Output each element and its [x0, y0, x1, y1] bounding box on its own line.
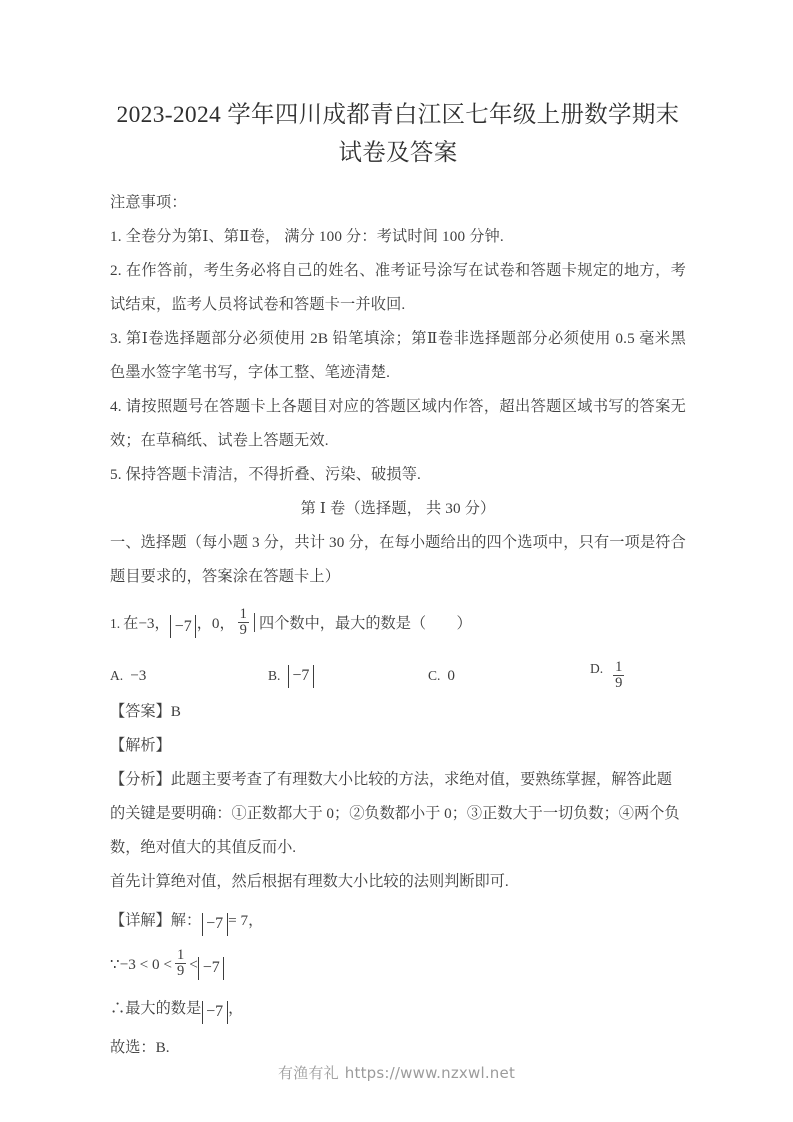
- question-stem-after: 四个数中，最大的数是（ ）: [259, 615, 472, 632]
- question-options: [110, 652, 686, 693]
- option-d-label: D.: [590, 661, 604, 676]
- option-d-numerator: 1: [615, 659, 623, 676]
- footer-brand: 有渔有礼: [277, 1064, 339, 1082]
- option-d-fraction: [613, 660, 624, 691]
- section-intro: 一、选择题（每小题 3 分，共计 30 分，在每小题给出的四个选项中，只有一项是符合题目要求的，答案涂在答题卡上）: [110, 534, 686, 585]
- detail-absolute-value: −7: [201, 916, 228, 932]
- footer-url: https://www.nzxwl.net: [344, 1064, 516, 1082]
- option-d[interactable]: [590, 652, 686, 693]
- answer-tag: 【答案】: [110, 703, 171, 721]
- conclusion-line: [110, 987, 686, 1031]
- question-value-zero: 0: [211, 615, 220, 632]
- option-b-value: −7: [287, 668, 314, 684]
- analysis-text: 此题主要考查了有理数大小比较的方法，求绝对值，要熟练掌握，解答此题的关键是要明确：①正数都大于 0；②负数都小于 0；③正数大于一切负数；④两个负数，绝对值大的其值反而小.: [110, 771, 680, 857]
- document-content: [110, 96, 686, 1065]
- conclusion-tail: ，: [228, 1000, 244, 1018]
- option-c-value: 0: [447, 667, 455, 685]
- question-value-1: −3: [138, 615, 155, 632]
- because-symbol: ∵: [110, 956, 120, 974]
- inequality-line: [110, 943, 686, 987]
- question-fraction: [238, 607, 249, 638]
- question-separator-2: ，: [196, 615, 212, 632]
- notice-item-4: 4. 请按照题号在答题卡上各题目对应的答题区域内作答，超出答题区域书写的答案无效；在草稿纸、试卷上答题无效.: [110, 398, 686, 449]
- notice-item-5: 5. 保持答题卡清洁，不得折叠、污染、破损等.: [110, 466, 421, 483]
- option-d-denominator: 9: [615, 675, 623, 692]
- final-answer-line: 故选：B.: [110, 1039, 170, 1057]
- fraction-numerator: 1: [239, 605, 247, 622]
- explanation-tag: 【解析】: [110, 737, 171, 755]
- detail-tag: 【详解】: [110, 912, 171, 930]
- option-c-label: C.: [428, 668, 441, 684]
- inequality-operator: <: [189, 956, 198, 974]
- absolute-value-expression: −7: [170, 619, 197, 635]
- conclusion-absolute-value: −7: [201, 1004, 228, 1020]
- answer-line: [110, 695, 686, 729]
- option-a[interactable]: [110, 659, 268, 693]
- notice-item-3: 3. 第Ⅰ卷选择题部分必须使用 2B 铅笔填涂；第Ⅱ卷非选择题部分必须使用 0.5 毫米黑色墨水签字笔书写，字体工整、笔迹清楚.: [110, 330, 686, 381]
- option-b[interactable]: [268, 659, 428, 693]
- fraction-denominator: 9: [239, 621, 247, 638]
- inequality-fraction: [175, 948, 186, 979]
- inequality-numerator: 1: [176, 947, 185, 964]
- option-c[interactable]: [428, 659, 590, 693]
- analysis-paragraph: [110, 763, 686, 865]
- detail-line: [110, 899, 686, 943]
- conclusion-text: 最大的数是: [125, 1000, 202, 1018]
- question-separator-3: ，: [219, 615, 235, 632]
- question-number: 1.: [110, 616, 121, 631]
- notice-heading: 注意事项：: [110, 194, 187, 211]
- option-a-label: A.: [110, 668, 124, 684]
- detail-equation: = 7，: [228, 912, 264, 930]
- question-stem-before: 在: [123, 615, 139, 632]
- inequality-denominator: 9: [176, 963, 185, 980]
- page-title: 2023-2024 学年四川成都青白江区七年级上册数学期末试卷及答案: [116, 102, 680, 166]
- inequality-left: −3 < 0 <: [119, 956, 172, 974]
- option-b-label: B.: [268, 668, 281, 684]
- answer-value: B: [170, 703, 181, 721]
- notice-item-1: 1. 全卷分为第Ⅰ、第Ⅱ卷， 满分 100 分：考试时间 100 分钟.: [110, 228, 504, 245]
- analysis-tag: 【分析】: [110, 771, 171, 789]
- detail-lead: 解：: [170, 912, 202, 930]
- footer-watermark: [0, 1062, 793, 1083]
- vertical-bar-glyph: [254, 613, 255, 632]
- notice-item-2: 2. 在作答前，考生务必将自己的姓名、准考证号涂写在试卷和答题卡规定的地方，考试结束，监考人员将试卷和答题卡一并收回.: [110, 262, 686, 313]
- option-a-value: −3: [130, 667, 147, 685]
- inequality-absolute-value: −7: [198, 960, 225, 976]
- section-header: 第 Ⅰ 卷（选择题， 共 30 分）: [300, 500, 496, 517]
- question-separator-1: ，: [154, 615, 170, 632]
- question-1-stem: [110, 604, 686, 644]
- analysis-paragraph-2: 首先计算绝对值，然后根据有理数大小比较的法则判断即可.: [110, 873, 509, 891]
- therefore-symbol: ∴: [110, 1000, 126, 1018]
